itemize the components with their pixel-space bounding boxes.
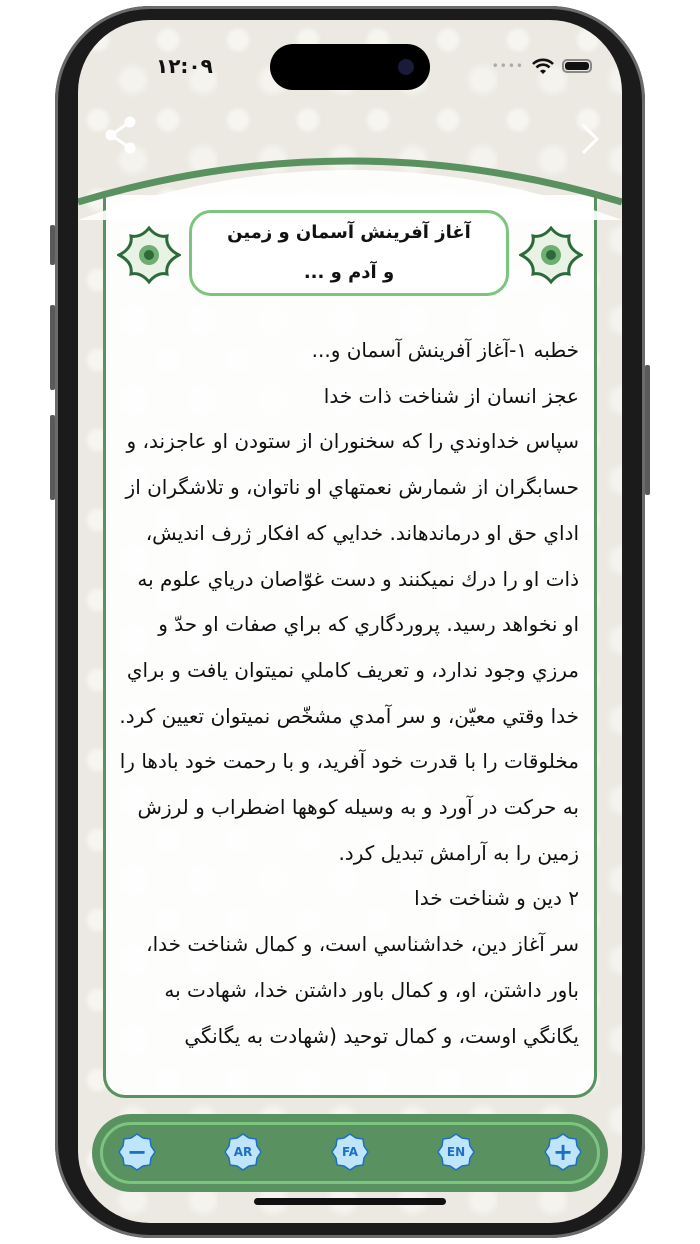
paragraph: خطبه ۱-آغاز آفرينش آسمان و...: [311, 338, 579, 362]
dynamic-island: [270, 44, 430, 90]
status-time: ۱۲:۰۹: [156, 54, 213, 78]
signal-icon: ••••: [491, 59, 524, 73]
volume-down-button: [50, 415, 55, 500]
mute-switch: [50, 225, 55, 265]
ornament-right-icon: [519, 226, 583, 284]
increase-font-button[interactable]: +: [543, 1132, 583, 1172]
paragraph: سپاس خداوندي را كه سخنوران از ستودن او عاجزند، و حسابگران از شمارش نعمتهاي او ناتوان، و تلاشگران از اداي حق او درماندهاند. خدايي كه افكار ژرف انديش، ذات او را درك نميكنند و دست غوّاصان درياي علوم به او نخواهد رسيد. پروردگاري كه براي صفات او حدّ و مرزي وجود ندارد، و تعريف كاملي نميتوان يافت و براي خدا وقتي معيّن، و سر آمدي مشخّص نميتوان تعيين كرد. مخلوقات را با قدرت خود آفريد، و با رحمت خود بادها را به حركت در آورد و به وسيله كوهها اضطراب و لرزش زمين را به آرامش تبديل كرد.: [119, 429, 579, 865]
battery-icon: [562, 59, 592, 73]
bottom-toolbar: [92, 1114, 608, 1192]
arabic-button[interactable]: AR: [223, 1132, 263, 1172]
power-button: [645, 365, 650, 495]
decrease-font-button[interactable]: −: [117, 1132, 157, 1172]
card-arc: [78, 140, 622, 220]
farsi-button[interactable]: FA: [330, 1132, 370, 1172]
sermon-text[interactable]: [119, 328, 579, 1080]
chapter-title: آغاز آفرينش آسمان و زمين و آدم و ...: [227, 222, 471, 283]
english-button[interactable]: EN: [436, 1132, 476, 1172]
content-card: [103, 140, 597, 1098]
home-indicator[interactable]: [254, 1198, 446, 1205]
status-icons: [492, 58, 592, 74]
camera-icon: [398, 59, 414, 75]
screen: [78, 20, 622, 1223]
chapter-title-box: [189, 210, 509, 296]
paragraph: سر آغاز دين، خداشناسي است، و كمال شناخت خدا، باور داشتن، او، و كمال باور داشتن خدا، شهادت به يگانگي اوست، و كمال توحيد (شهادت به يگانگي: [146, 932, 579, 1048]
volume-up-button: [50, 305, 55, 390]
paragraph: عجز انسان از شناخت ذات خدا: [323, 383, 579, 408]
ornament-left-icon: [117, 226, 181, 284]
wifi-icon: [532, 58, 554, 74]
paragraph: ۲ دين و شناخت خدا: [414, 886, 579, 911]
